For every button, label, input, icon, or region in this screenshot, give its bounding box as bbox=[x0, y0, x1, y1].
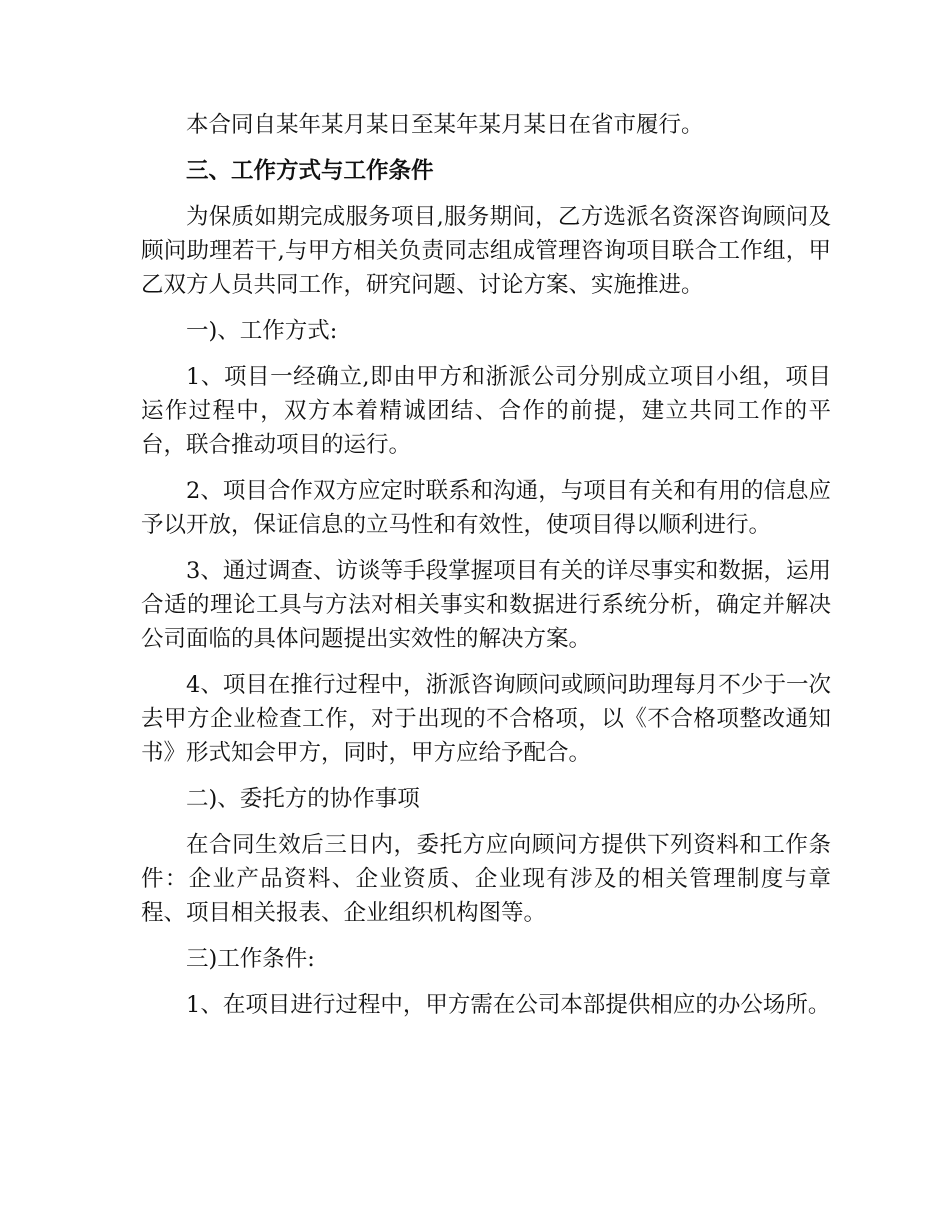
subsection-work-conditions: 三)工作条件: bbox=[186, 946, 315, 972]
paragraph-item-1: 1、项目一经确立,即由甲方和浙派公司分别成立项目小组，项目运作过程中，双方本着精诚团结、合作的前提，建立共同工作的平台，联合推动项目的运行。 bbox=[141, 364, 831, 458]
paragraph-item-4: 4、项目在推行过程中，浙派咨询顾问或顾问助理每月不少于一次去甲方企业检查工作，对于出现的不合格项，以《不合格项整改通知书》形式知会甲方，同时，甲方应给予配合。 bbox=[141, 672, 831, 766]
paragraph-materials: 在合同生效后三日内，委托方应向顾问方提供下列资料和工作条件：企业产品资料、企业资质、企业现有涉及的相关管理制度与章程、项目相关报表、企业组织机构图等。 bbox=[141, 832, 831, 926]
paragraph-office: 1、在项目进行过程中，甲方需在公司本部提供相应的办公场所。 bbox=[186, 992, 831, 1018]
subsection-work-method: 一)、工作方式: bbox=[186, 318, 338, 344]
paragraph-term: 本合同自某年某月某日至某年某月某日在省市履行。 bbox=[186, 112, 704, 138]
subsection-cooperation: 二)、委托方的协作事项 bbox=[186, 786, 420, 812]
section-heading: 三、工作方式与工作条件 bbox=[186, 158, 434, 184]
document-body bbox=[141, 108, 831, 1034]
paragraph-item-2: 2、项目合作双方应定时联系和沟通，与项目有关和有用的信息应予以开放，保证信息的立马性和有效性，使项目得以顺利进行。 bbox=[141, 478, 831, 538]
paragraph-team: 为保质如期完成服务项目,服务期间，乙方选派名资深咨询顾问及顾问助理若干,与甲方相关负责同志组成管理咨询项目联合工作组，甲乙双方人员共同工作，研究问题、讨论方案、实施推进。 bbox=[141, 204, 831, 298]
paragraph-item-3: 3、通过调查、访谈等手段掌握项目有关的详尽事实和数据，运用合适的理论工具与方法对相关事实和数据进行系统分析，确定并解决公司面临的具体问题提出实效性的解决方案。 bbox=[141, 558, 831, 652]
